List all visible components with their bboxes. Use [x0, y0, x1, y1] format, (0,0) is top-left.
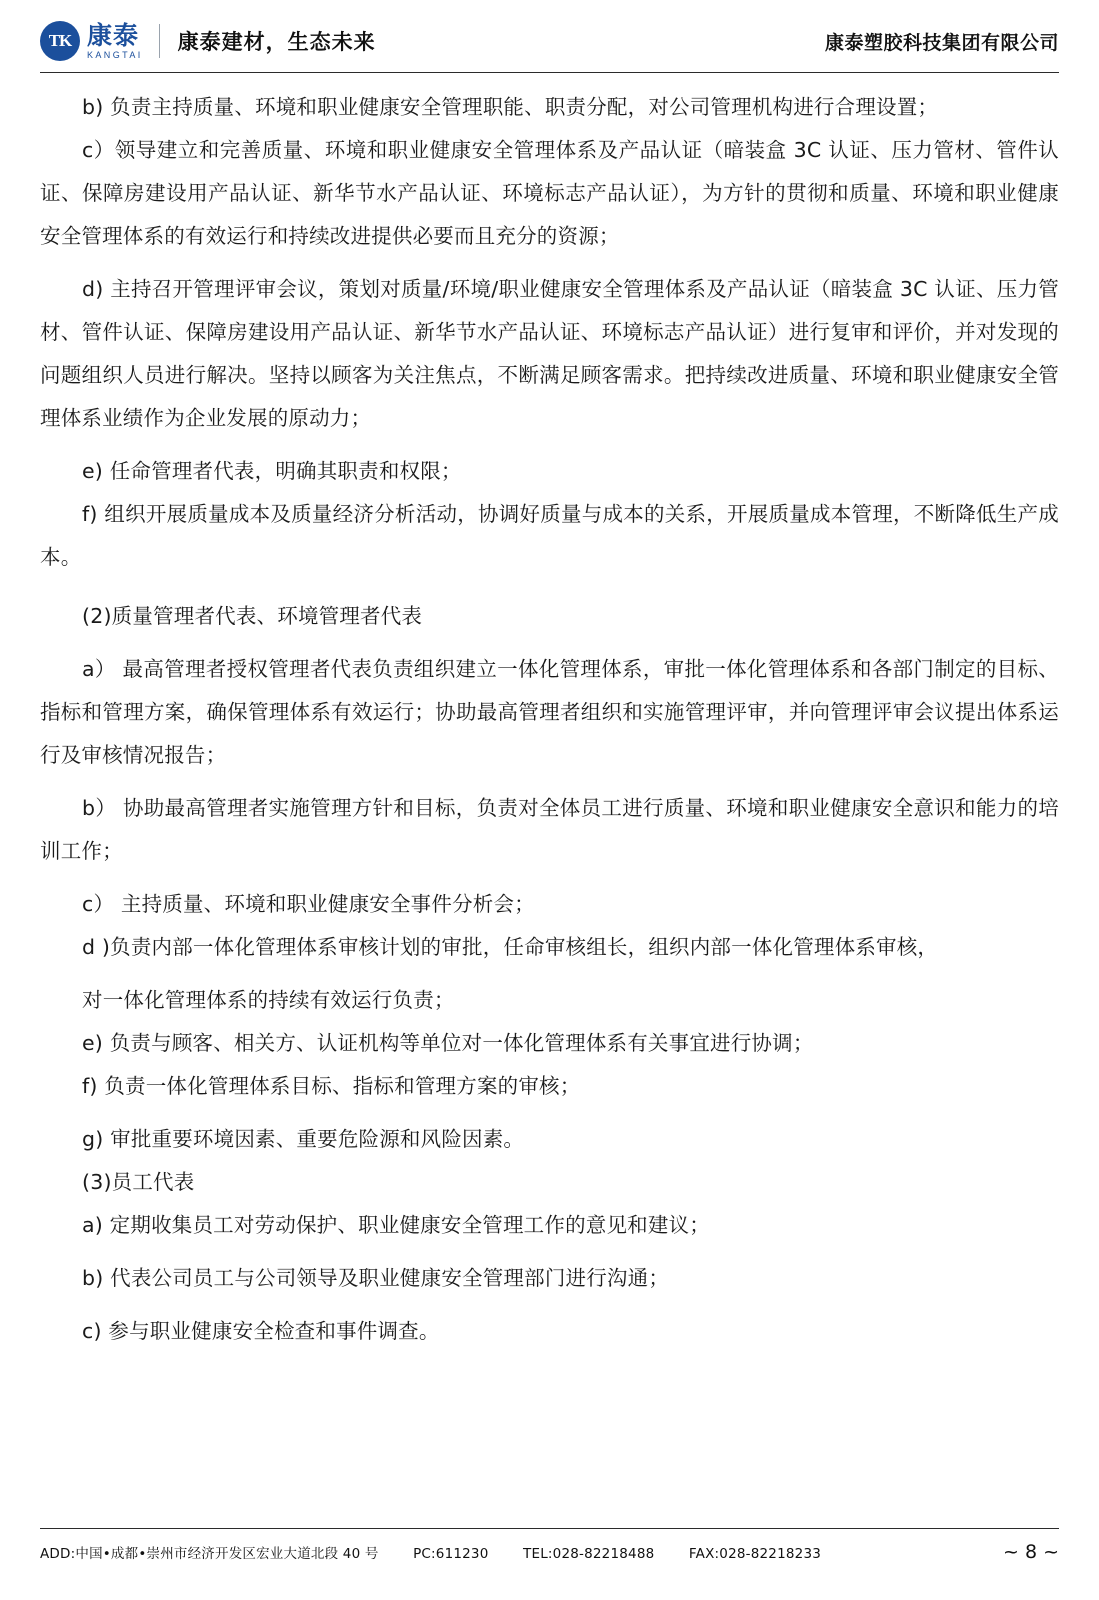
logo-english-name: KANGTAI: [87, 49, 143, 60]
footer-content: [40, 1541, 1059, 1563]
brand-logo: [40, 21, 143, 61]
paragraph: b) 代表公司员工与公司领导及职业健康安全管理部门进行沟通；: [82, 1266, 670, 1290]
paragraph: d )负责内部一体化管理体系审核计划的审批，任命审核组长，组织内部一体化管理体系审核，: [82, 935, 939, 959]
logo-chinese-name: 康泰: [87, 20, 140, 50]
section-heading: (2)质量管理者代表、环境管理者代表: [82, 604, 423, 628]
logo-wordmark: [87, 20, 143, 60]
section-heading: (3)员工代表: [82, 1170, 195, 1194]
paragraph: 对一体化管理体系的持续有效运行负责；: [82, 988, 455, 1012]
header-divider: [159, 24, 160, 58]
paragraph: c） 主持质量、环境和职业健康安全事件分析会；: [82, 892, 535, 916]
paragraph: a) 定期收集员工对劳动保护、职业健康安全管理工作的意见和建议；: [82, 1213, 710, 1237]
document-body: [40, 86, 1059, 1353]
footer-postcode: PC:611230: [413, 1546, 489, 1562]
page-footer: [40, 1528, 1059, 1568]
footer-fax: FAX:028-82218233: [688, 1546, 822, 1562]
footer-contact-info: [40, 1542, 821, 1562]
paragraph: f) 负责一体化管理体系目标、指标和管理方案的审核；: [82, 1074, 581, 1098]
page-number: ~ 8 ~: [1002, 1541, 1059, 1563]
paragraph: c) 参与职业健康安全检查和事件调查。: [82, 1319, 440, 1343]
header-content: [40, 18, 1059, 64]
footer-address: ADD:中国•成都•崇州市经济开发区宏业大道北段 40 号: [40, 1546, 379, 1562]
footer-telephone: TEL:028-82218488: [523, 1546, 655, 1562]
paragraph: b) 负责主持质量、环境和职业健康安全管理职能、职责分配，对公司管理机构进行合理设置；: [82, 95, 939, 119]
company-slogan: 康泰建材，生态未来: [177, 30, 376, 54]
paragraph: c）领导建立和完善质量、环境和职业健康安全管理体系及产品认证（暗装盒 3C 认证、压力管材、管件认证、保障房建设用产品认证、新华节水产品认证、环境标志产品认证），为方针的贯彻和质量、环境和职业健康安全管理体系的有效运行和持续改进提供必要而且充分的资源；: [40, 138, 1059, 248]
kangtai-logo-icon: TK: [40, 21, 80, 61]
header-rule: [40, 72, 1059, 73]
paragraph: e) 任命管理者代表，明确其职责和权限；: [82, 459, 462, 483]
paragraph: a） 最高管理者授权管理者代表负责组织建立一体化管理体系，审批一体化管理体系和各部门制定的目标、指标和管理方案，确保管理体系有效运行；协助最高管理者组织和实施管理评审，并向管理评审会议提出体系运行及审核情况报告；: [40, 657, 1059, 767]
page-header: [0, 0, 1099, 74]
paragraph: g) 审批重要环境因素、重要危险源和风险因素。: [82, 1127, 525, 1151]
paragraph: e) 负责与顾客、相关方、认证机构等单位对一体化管理体系有关事宜进行协调；: [82, 1031, 814, 1055]
paragraph: f) 组织开展质量成本及质量经济分析活动，协调好质量与成本的关系，开展质量成本管理，不断降低生产成本。: [40, 502, 1059, 569]
paragraph: d) 主持召开管理评审会议，策划对质量/环境/职业健康安全管理体系及产品认证（暗装盒 3C 认证、压力管材、管件认证、保障房建设用产品认证、新华节水产品认证、环境标志产品认证）进行复审和评价，并对发现的问题组织人员进行解决。坚持以顾客为关注焦点，不断满足顾客需求。把持续改进质量、环境和职业健康安全管理体系业绩作为企业发展的原动力；: [40, 277, 1059, 430]
footer-rule: [40, 1528, 1059, 1529]
paragraph: b） 协助最高管理者实施管理方针和目标，负责对全体员工进行质量、环境和职业健康安全意识和能力的培训工作；: [40, 796, 1059, 863]
company-full-name: 康泰塑胶科技集团有限公司: [824, 31, 1059, 54]
